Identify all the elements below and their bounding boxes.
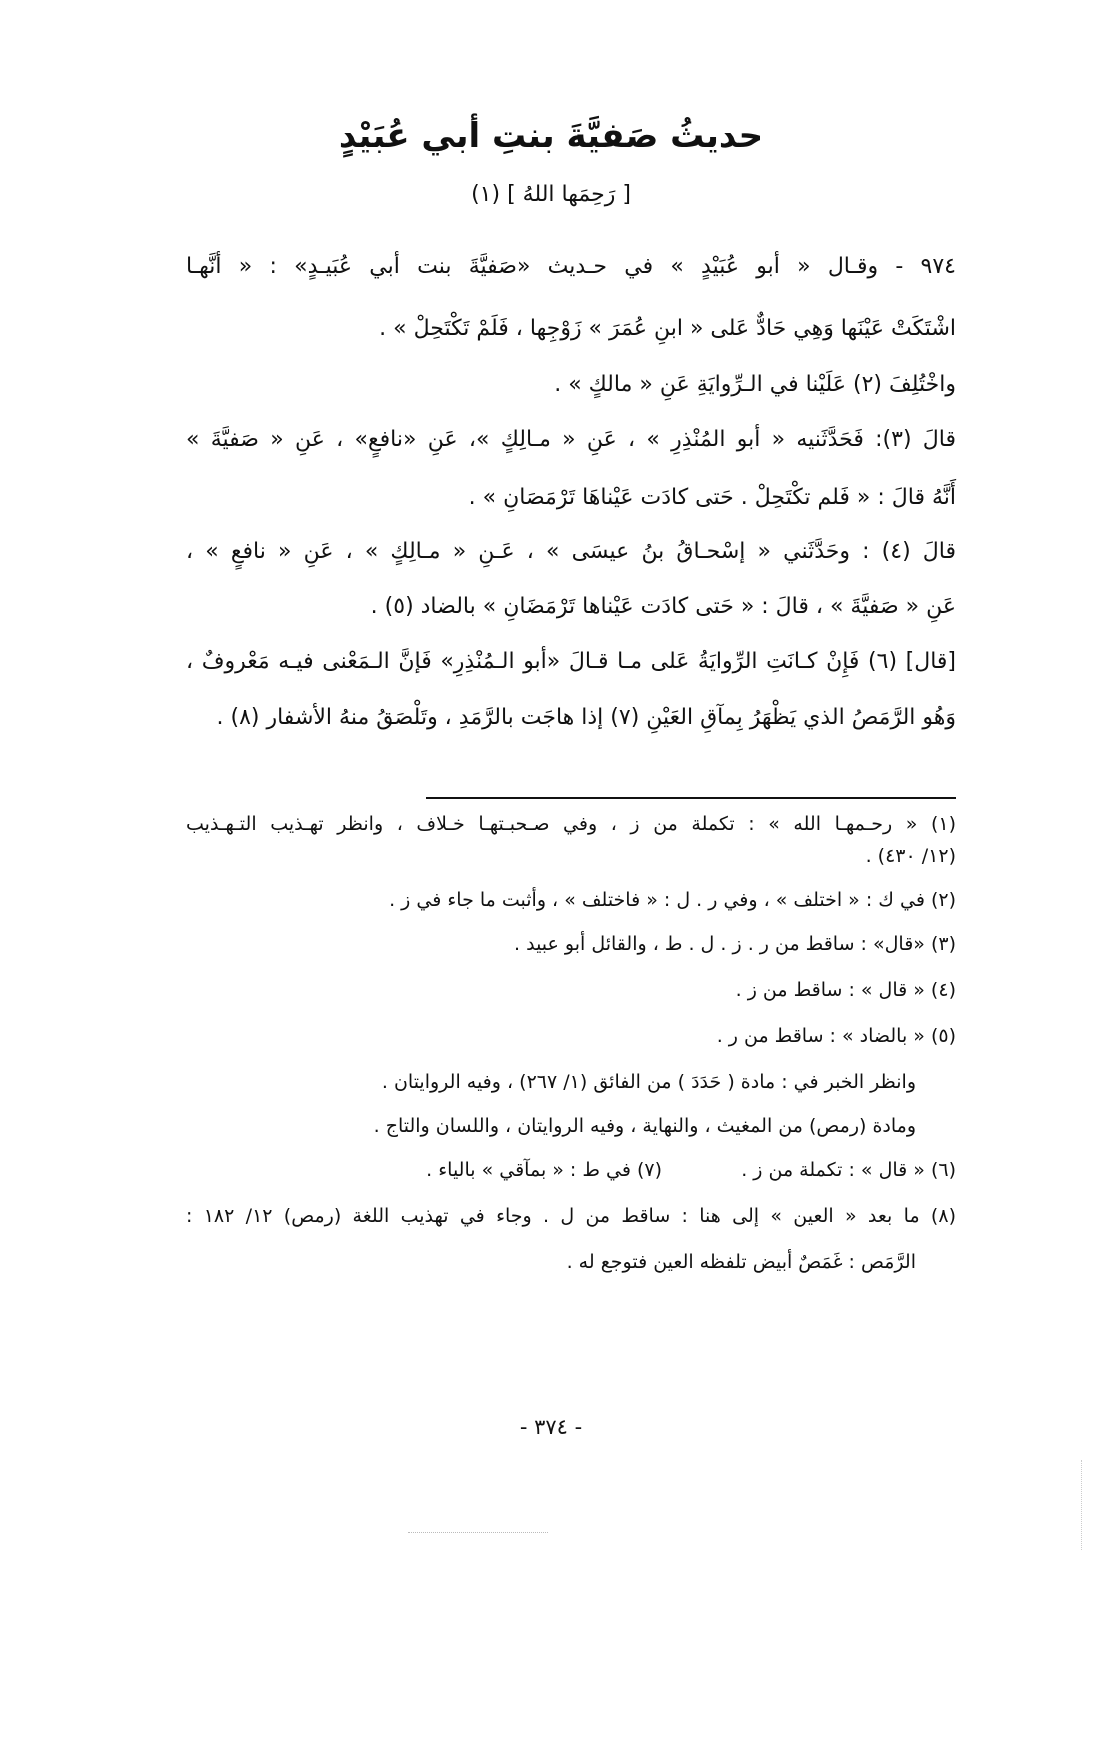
footnote-8-cont: الرَّمَص : غَمَصٌ أبيض تلفظه العين فتوجع له .	[566, 1251, 916, 1273]
body-line-8: [قال] (٦) فَإِنْ كـانَتِ الرِّوايَةُ عَلى مـا قـالَ «أبو الـمُنْذِرِ» فَإنَّ الـمَعْنى فيـه مَعْروفٌ ،	[186, 649, 956, 674]
footnote-3: (٣) «قال» : ساقط من ر . ز . ل . ط ، والقائل أبو عبيد .	[514, 933, 956, 955]
footnote-6: (٦) « قال » : تكملة من ز .	[741, 1159, 956, 1181]
body-line-9: وَهُو الرَّمَصُ الذي يَظْهَرُ بِمآقِ العَيْنِ (٧) إذا هاجَت بالرَّمَدِ ، وتَلْصَقُ منهُ الأشفار (٨) .	[216, 705, 956, 730]
scan-artifact-edge	[1081, 1460, 1082, 1550]
body-line-1: ٩٧٤ - وقـال « أبو عُبَيْدٍ » في حـديث «صَفيَّةَ بنت أبي عُبَيـدٍ» : « أنَّهـا	[186, 254, 956, 279]
page-subtitle: [ رَحِمَها اللهُ ] (١)	[471, 182, 631, 207]
footnote-5: (٥) « بالضاد » : ساقط من ر .	[716, 1025, 956, 1047]
body-line-6: قالَ (٤) : وحَدَّثَني « إسْحـاقُ بنُ عيسَى » ، عَـنِ « مـالِكٍ » ، عَنِ « نافعٍ » ،	[186, 539, 956, 564]
body-line-5: أَنَّهُ قالَ : « فَلم تكْتَحِلْ . حَتى كادَت عَيْناهَا تَرْمَصَانِ » .	[468, 485, 956, 510]
footnote-7: (٧) في ط : « بمآقي » بالياء .	[426, 1159, 662, 1181]
footnote-1: (١) « رحـمهـا الله » : تكملة من ز ، وفي صـحبـتهـا خـلاف ، وانظر تهـذيب التـهـذيب	[186, 813, 956, 835]
footnote-1-cont: (١٢/ ٤٣٠) .	[865, 845, 956, 867]
footnote-8: (٨) ما بعد « العين » إلى هنا : ساقط من ل . وجاء في تهذيب اللغة (رمص) ١٢/ ١٨٢ :	[186, 1205, 956, 1227]
page-number: - ٣٧٤ -	[519, 1415, 583, 1439]
footnote-divider	[426, 797, 956, 799]
footnote-4: (٤) « قال » : ساقط من ز .	[735, 979, 956, 1001]
page-title: حديثُ صَفيَّةَ بنتِ أبي عُبَيْدٍ	[338, 116, 764, 156]
footnote-5-ref-2: ومادة (رمص) من المغيث ، والنهاية ، وفيه الروايتان ، واللسان والتاج .	[373, 1115, 916, 1137]
body-line-7: عَنِ « صَفيَّةَ » ، قالَ : « حَتى كادَت عَيْناها تَرْمَضَانِ » بالضاد (٥) .	[370, 594, 956, 619]
scan-artifact-line	[408, 1532, 548, 1533]
body-line-4: قالَ (٣): فَحَدَّثَنيه « أبو المُنْذِرِ » ، عَنِ « مـالِكٍ »، عَنِ «نافعٍ» ، عَنِ « صَفيَّةَ »	[186, 427, 956, 452]
footnote-5-ref-1: وانظر الخبر في : مادة ( حَدَدَ ) من الفائق (١/ ٢٦٧) ، وفيه الروايتان .	[381, 1071, 916, 1093]
footnote-2: (٢) في ك : « اختلف » ، وفي ر . ل : « فاختلف » ، وأثبت ما جاء في ز .	[389, 889, 956, 911]
body-line-3: واخْتُلِفَ (٢) عَلَيْنا في الـرِّوايَةِ عَنِ « مالكٍ » .	[554, 372, 956, 397]
body-line-2: اشْتَكَتْ عَيْنَها وَهِي حَادٌّ عَلى « ابنِ عُمَرَ » زَوْجِها ، فَلَمْ تَكْتَحِلْ » .	[379, 316, 956, 341]
